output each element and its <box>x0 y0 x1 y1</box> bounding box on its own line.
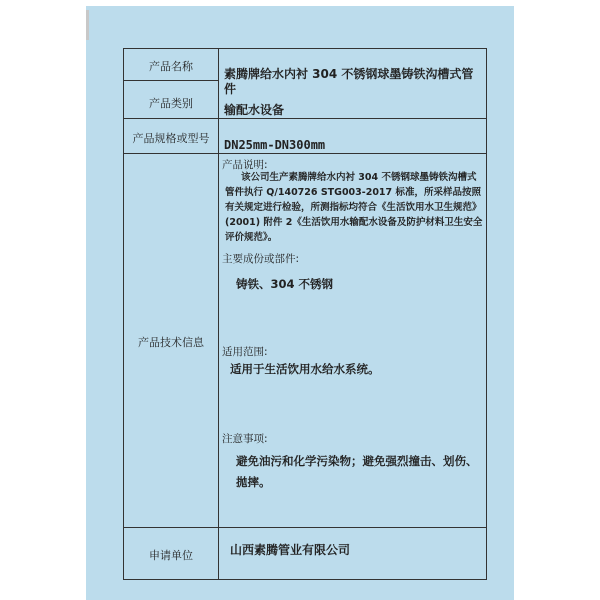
notes-title: 注意事项: <box>222 433 268 445</box>
notes-text: 避免油污和化学污染物；避免强烈撞击、划伤、拋摔。 <box>236 454 478 489</box>
row-divider <box>124 80 218 81</box>
scope-text: 适用于生活饮用水给水系统。 <box>230 362 380 376</box>
value-applicant: 山西素腾管业有限公司 <box>230 543 351 557</box>
product-info-table <box>123 48 487 580</box>
desc-title: 产品说明: <box>222 159 268 171</box>
row-divider <box>124 118 486 119</box>
row-divider <box>124 527 486 528</box>
desc-text: 该公司生产素腾牌给水内衬 304 不锈钢球墨铸铁沟槽式管件执行 Q/140726 STG003-2017 标准，所采样品按照有关规定进行检验，所测指标均符合《生活饮用水卫生规范》(2001) 附件 2《生活饮用水输配水设备及防护材料卫生安全评价规范》。 <box>225 172 483 243</box>
page-edge-mark <box>86 10 89 40</box>
label-spec-model: 产品规格或型号 <box>132 132 210 145</box>
row-divider <box>124 153 486 154</box>
value-spec-model: DN25mm-DN300mm <box>224 138 326 152</box>
components-title: 主要成份或部件: <box>222 253 300 265</box>
label-tech-info: 产品技术信息 <box>138 336 204 349</box>
label-product-name: 产品名称 <box>149 60 193 73</box>
components-text: 铸铁、304 不锈钢 <box>236 277 334 291</box>
column-divider <box>218 49 219 579</box>
value-product-name: 素腾牌给水内衬 304 不锈钢球墨铸铁沟槽式管件 <box>224 67 474 96</box>
label-applicant: 申请单位 <box>149 549 193 562</box>
value-product-category: 输配水设备 <box>224 103 285 117</box>
label-product-category: 产品类别 <box>149 97 193 110</box>
scope-title: 适用范围: <box>222 346 268 358</box>
